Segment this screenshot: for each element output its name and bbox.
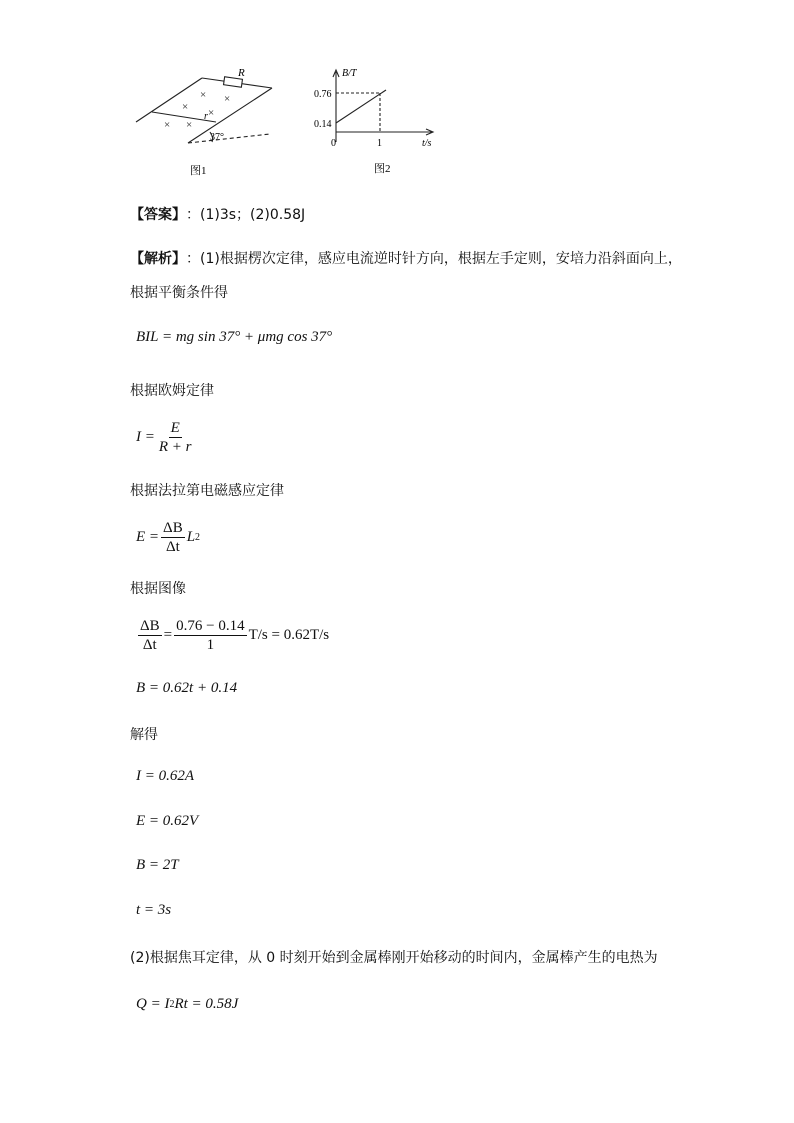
y-axis-label: B/T xyxy=(342,68,357,79)
heat-lhs: Q = I xyxy=(136,996,170,1012)
ohm-lhs: I = xyxy=(136,429,155,445)
rate-fraction-2 xyxy=(174,618,246,653)
svg-text:×: × xyxy=(164,119,171,131)
figure-2 xyxy=(314,60,444,180)
svg-text:×: × xyxy=(224,93,231,105)
text-joule: (2)根据焦耳定律，从 0 时刻开始到金属棒刚开始移动的时间内，金属棒产生的电热为 xyxy=(130,950,658,966)
faraday-tail: L xyxy=(186,529,196,545)
rate-equals: = xyxy=(163,627,173,643)
rate-fraction-1 xyxy=(138,618,162,653)
answer-tag: 【答案】 xyxy=(130,207,186,223)
figure-2-caption: 图2 xyxy=(374,163,391,175)
label-r: r xyxy=(204,111,208,122)
svg-text:×: × xyxy=(200,89,207,101)
equation-rate xyxy=(136,618,329,653)
faraday-fraction xyxy=(161,520,185,555)
label-R: R xyxy=(238,67,245,79)
analysis-line-2: 根据平衡条件得 xyxy=(130,285,228,301)
text-solve: 解得 xyxy=(130,727,158,743)
b-t-line xyxy=(336,90,386,123)
heat-tail: Rt = 0.58J xyxy=(174,996,239,1012)
result-emf: E = 0.62V xyxy=(136,813,199,829)
ohm-numerator: E xyxy=(170,420,180,436)
origin-label: 0 xyxy=(331,138,336,149)
ohm-denominator: R + r xyxy=(158,439,192,455)
tick-x: 1 xyxy=(377,138,382,149)
equation-heat: Q = I 2 Rt = 0.58J xyxy=(136,996,239,1012)
equation-faraday: E = $\frac{\Delta B}{\Delta t}$ L 2 xyxy=(136,520,201,555)
figure-1-drawing xyxy=(130,66,290,182)
result-time: t = 3s xyxy=(136,902,172,918)
equation-b-of-t: B = 0.62t + 0.14 xyxy=(136,680,238,696)
rate-numerator-2: 0.76 − 0.14 xyxy=(176,618,245,634)
faraday-denominator: Δt xyxy=(165,539,180,555)
equation-ohm xyxy=(136,420,196,455)
figure-1 xyxy=(130,66,290,182)
svg-text:×: × xyxy=(182,101,189,113)
text-ohm: 根据欧姆定律 xyxy=(130,383,214,399)
faraday-numerator: ΔB xyxy=(163,520,183,536)
answer-line xyxy=(130,204,305,224)
result-field: B = 2T xyxy=(136,857,179,873)
rate-denominator-2: 1 xyxy=(206,637,215,653)
analysis-line-1 xyxy=(130,248,682,268)
result-current: I = 0.62A xyxy=(136,768,195,784)
magnetic-field-crosses xyxy=(164,89,230,131)
analysis-tag: 【解析】 xyxy=(130,251,186,267)
equation-balance: BIL = mg sin 37° + μmg cos 37° xyxy=(136,329,333,345)
ohm-fraction xyxy=(157,420,194,455)
figure-2-graph xyxy=(314,60,444,180)
text-faraday: 根据法拉第电磁感应定律 xyxy=(130,483,284,499)
faraday-lhs: E = xyxy=(136,529,160,545)
rate-tail: T/s = 0.62T/s xyxy=(248,627,330,643)
svg-text:×: × xyxy=(186,119,193,131)
x-axis-label: t/s xyxy=(422,138,432,149)
angle-label: 37° xyxy=(210,132,224,143)
rate-denominator-1: Δt xyxy=(142,637,157,653)
tick-y-high: 0.76 xyxy=(314,89,332,100)
svg-text:×: × xyxy=(208,107,215,119)
analysis-text-1: ：(1)根据楞次定律，感应电流逆时针方向，根据左手定则，安培力沿斜面向上， xyxy=(186,251,682,267)
text-graph: 根据图像 xyxy=(130,581,186,597)
rate-numerator-1: ΔB xyxy=(140,618,160,634)
answer-text: ：(1)3s；(2)0.58J xyxy=(186,207,306,223)
tick-y-low: 0.14 xyxy=(314,119,332,130)
figure-1-caption: 图1 xyxy=(190,165,207,177)
